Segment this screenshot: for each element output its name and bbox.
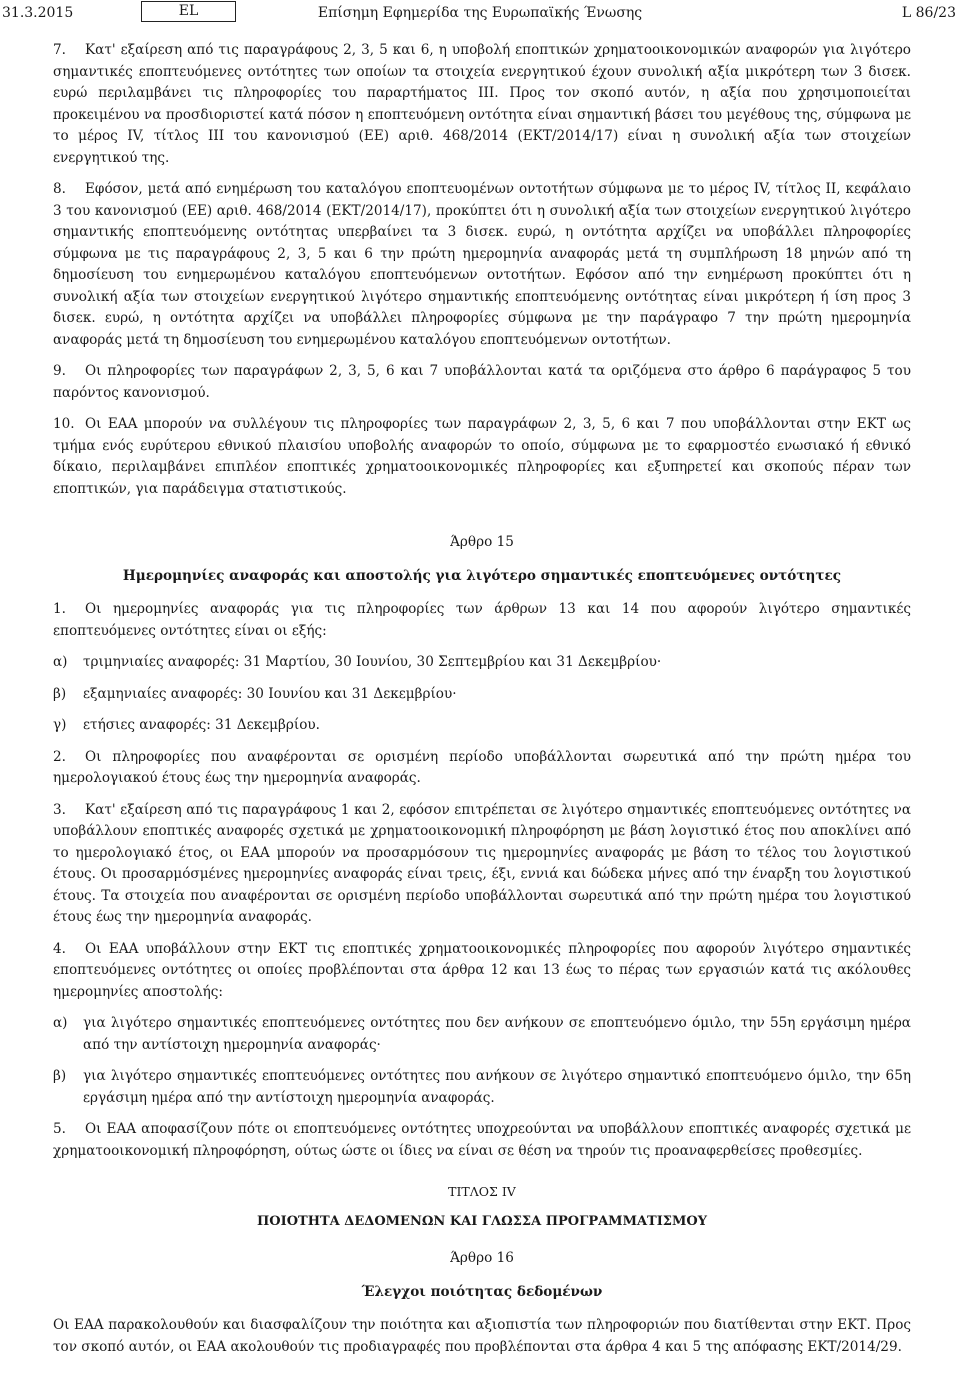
article-16-label: Άρθρο 16 [450,1250,514,1266]
paragraph-7: 7. Κατ' εξαίρεση από τις παραγράφους 2, 3, 5 και 6, η υποβολή εποπτικών χρηματοοικονομικών αναφορών για λιγότερο σημαντικές εποπτευόμενες οντότητες των οποίων τα στοιχεία ενεργητικού έχουν συνολική αξία μικρότερη των 3 δισεκ. ευρώ περιλαμβάνει τις πληροφορίες του παραρτήματος III. Προς τον σκοπό αυτόν, η αξία που χρησιμοποιείται προκειμένου να προσδιοριστεί κατά πόσον η εποπτευόμενη οντότητα είναι σημαντική βάσει του μεγέθους της, σύμφωνα με το μέρος IV, τίτλος III του κανονισμού (ΕΕ) αριθ. 468/2014 (ΕΚΤ/2014/17) είναι η συνολική αξία των στοιχείων ενεργητικού της. [53,42,911,166]
article-15-paragraph-4: 4. Οι ΕΑΑ υποβάλλουν στην ΕΚΤ τις εποπτικές χρηματοοικονομικές πληροφορίες που αφορούν λιγότερο σημαντικές εποπτευόμενες οντότητες οι οποίες προβλέπονται στα άρθρα 12 και 13 έως το πέρας των εργασιών κατά τις ακόλουθες ημερομηνίες αποστολής: [53,940,911,1000]
article-15-paragraph-1: 1. Οι ημερομηνίες αναφοράς για τις πληροφορίες των άρθρων 13 και 14 που αφορούν λιγότερο σημαντικές εποπτευόμενες οντότητες είναι οι εξής: [53,601,911,639]
article-15-paragraph-3: 3. Κατ' εξαίρεση από τις παραγράφους 1 και 2, εφόσον επιτρέπεται σε λιγότερο σημαντικές εποπτευόμενες οντότητες να υποβάλλουν εποπτικές αναφορές σχετικά με χρηματοοικονομική πληροφόρηση με βάση λογιστικό έτος που αποκλίνει από το ημερολογιακό έτος, οι ΕΑΑ μπορούν να προσαρμόσουν τις ημερομηνίες αναφοράς με βάση το τέλος του λογιστικού έτους. Οι προσαρμόσμένες ημερομηνίες αναφοράς είναι τρεις, έξι, εννιά και δώδεκα μήνες από την έναρξη του λογιστικού έτους. Τα στοιχεία που αναφέρονται σε ορισμένη περίοδο υποβάλλονται σωρευτικά από την πρώτη ημέρα του λογιστικού έτους έως την ημερομηνία αναφοράς. [53,801,911,925]
list-item: α) για λιγότερο σημαντικές εποπτευόμενες οντότητες που δεν ανήκουν σε εποπτευόμενο όμιλο, την 55η εργάσιμη ημέρα από την αντίστοιχη ημερομηνία αναφοράς· [53,1015,911,1053]
document-body [53,40,911,1368]
list-item: α) τριμηνιαίες αναφορές: 31 Μαρτίου, 30 Ιουνίου, 30 Σεπτεμβρίου και 31 Δεκεμβρίου· [53,654,662,670]
page-reference: L 86/23 [901,5,956,21]
title-iv-label: ΤΙΤΛΟΣ IV [448,1184,516,1199]
page-header [0,0,960,24]
title-iv-heading: ΠΟΙΟΤΗΤΑ ΔΕΔΟΜΕΝΩΝ ΚΑΙ ΓΛΩΣΣΑ ΠΡΟΓΡΑΜΜΑΤΙΣΜΟΥ [257,1213,707,1229]
list-item: β) εξαμηνιαίες αναφορές: 30 Ιουνίου και 31 Δεκεμβρίου· [53,685,457,702]
article-15-paragraph-5: 5. Οι ΕΑΑ αποφασίζουν πότε οι εποπτευόμενες οντότητες υποχρεούνται να υποβάλλουν εποπτικές αναφορές σχετικά με χρηματοοικονομική πληροφόρηση, ούτως ώστε οι ίδιες να είναι σε θέση να τηρούν τις προαναφερθείσες προθεσμίες. [53,1121,911,1159]
publication-date: 31.3.2015 [2,5,74,21]
list-item: γ) ετήσιες αναφορές: 31 Δεκεμβρίου. [53,717,320,733]
article-15-title: Ημερομηνίες αναφοράς και αποστολής για λιγότερο σημαντικές εποπτευόμενες οντότητες [122,567,842,584]
paragraph-9: 9. Οι πληροφορίες των παραγράφων 2, 3, 5, 6 και 7 υποβάλλονται κατά τα οριζόμενα στο άρθρο 6 παράγραφος 5 του παρόντος κανονισμού. [53,363,911,401]
article-16-text: Οι ΕΑΑ παρακολουθούν και διασφαλίζουν την ποιότητα και αξιοπιστία των πληροφοριών που διατίθενται στην ΕΚΤ. Προς τον σκοπό αυτόν, οι ΕΑΑ ακολουθούν τις προδιαγραφές που προβλέπονται στα άρθρα 4 και 5 της απόφασης ΕΚΤ/2014/29. [53,1317,911,1355]
paragraph-8: 8. Εφόσον, μετά από ενημέρωση του καταλόγου εποπτευομένων οντοτήτων σύμφωνα με το μέρος IV, τίτλος II, κεφάλαιο 3 του κανονισμού (ΕΕ) αριθ. 468/2014 (ΕΚΤ/2014/17), προκύπτει ότι η συνολική αξία των στοιχείων ενεργητικού λιγότερο σημαντικής εποπτευόμενης οντότητας υπερβαίνει τα 3 δισεκ. ευρώ, η οντότητα αρχίζει να υποβάλλει πληροφορίες σύμφωνα με τις παραγράφους 2, 3, 5 και 6 την πρώτη ημερομηνία αναφοράς μετά τη συμπλήρωση 18 μηνών από τη δημοσίευση του ενημερωμένου καταλόγου εποπτευόμενων οντοτήτων. Εφόσον από την ενημέρωση προκύπτει ότι η συνολική αξία των στοιχείων ενεργητικού λιγότερο σημαντικής εποπτευόμενης οντότητας είναι μικρότερη ή ίση προς 3 δισεκ. ευρώ, η οντότητα αρχίζει να υποβάλλει πληροφορίες σύμφωνα με την παράγραφο 7 την πρώτη ημερομηνία αναφοράς μετά τη δημοσίευση του ενημερωμένου καταλόγου εποπτευόμενων οντοτήτων. [53,181,911,348]
paragraph-10: 10. Οι ΕΑΑ μπορούν να συλλέγουν τις πληροφορίες των παραγράφων 2, 3, 5, 6 και 7 που υποβάλλονται στην ΕΚΤ ως τμήμα ενός ευρύτερου εθνικού πλαισίου υποβολής αναφορών το οποίο, σύμφωνα με το εφαρμοστέο ενωσιακό ή εθνικό δίκαιο, περιλαμβάνει επιπλέον εποπτικές χρηματοοικονομικές πληροφορίες και εξυπηρετεί και σκοπούς πέραν των εποπτικών, για παράδειγμα στατιστικούς. [53,416,911,497]
article-15-paragraph-2: 2. Οι πληροφορίες που αναφέρονται σε ορισμένη περίοδο υποβάλλονται σωρευτικά από την πρώτη ημέρα του ημερολογιακού έτους έως την ημερομηνία αναφοράς. [53,748,911,786]
article-16-title: Έλεγχοι ποιότητας δεδομένων [361,1283,603,1300]
language-badge: EL [141,1,236,22]
journal-title: Επίσημη Εφημερίδα της Ευρωπαϊκής Ένωσης [317,5,643,21]
article-15-label: Άρθρο 15 [450,534,514,550]
list-item: β) για λιγότερο σημαντικές εποπτευόμενες οντότητες που ανήκουν σε λιγότερο σημαντικό εποπτευόμενο όμιλο, την 65η εργάσιμη ημέρα από την αντίστοιχη ημερομηνία αναφοράς. [53,1068,911,1106]
